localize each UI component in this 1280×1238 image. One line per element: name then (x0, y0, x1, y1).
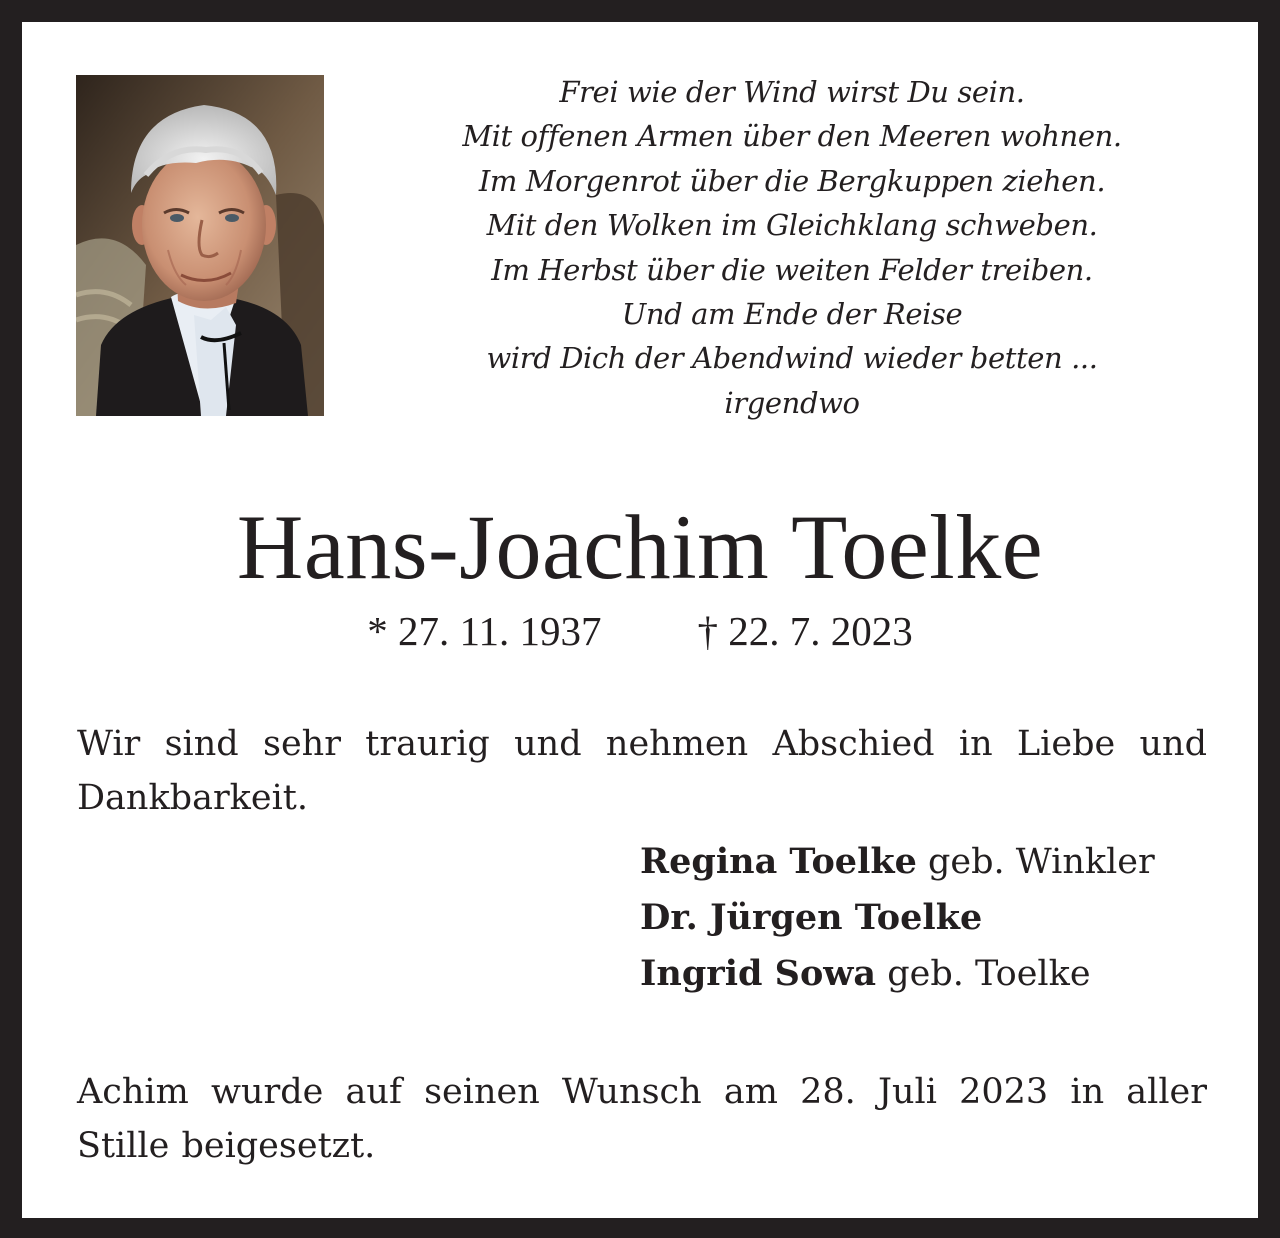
deceased-name: Hans-Joachim Toelke (236, 496, 1044, 598)
mourner-note: geb. Winkler (916, 842, 1155, 882)
mourners-list (640, 834, 1240, 1002)
death-date: † 22. 7. 2023 (697, 608, 913, 654)
poem-line: irgendwo (724, 385, 860, 420)
mourner-name: Ingrid Sowa (640, 953, 877, 994)
poem (392, 70, 1192, 425)
obituary-notice (22, 22, 1258, 1218)
poem-line: wird Dich der Abendwind wieder betten ... (486, 341, 1098, 376)
mourner-entry (640, 834, 1240, 890)
poem-line: Mit den Wolken im Gleichklang schweben. (486, 208, 1098, 243)
poem-line: Im Herbst über die weiten Felder treiben. (491, 252, 1093, 287)
poem-line: Mit offenen Armen über den Meeren wohnen. (462, 119, 1122, 154)
burial-text: Achim wurde auf seinen Wunsch am 28. Juli 2023 in aller Stille beigesetzt. (77, 1072, 1207, 1166)
poem-line: Im Morgenrot über die Bergkuppen ziehen. (478, 163, 1106, 198)
poem-line: Frei wie der Wind wirst Du sein. (559, 75, 1025, 109)
mourner-name: Dr. Jürgen Toelke (640, 897, 983, 938)
life-dates (22, 607, 1258, 655)
farewell-text: Wir sind sehr traurig und nehmen Abschied in Liebe und Dankbarkeit. (77, 724, 1207, 818)
mourner-entry (640, 890, 1240, 946)
birth-date: * 27. 11. 1937 (367, 608, 602, 654)
mourner-note: geb. Toelke (876, 954, 1091, 994)
poem-line: Und am Ende der Reise (621, 297, 963, 332)
mourner-name: Regina Toelke (640, 841, 917, 882)
mourner-entry (640, 946, 1240, 1002)
portrait-photo (76, 75, 324, 416)
